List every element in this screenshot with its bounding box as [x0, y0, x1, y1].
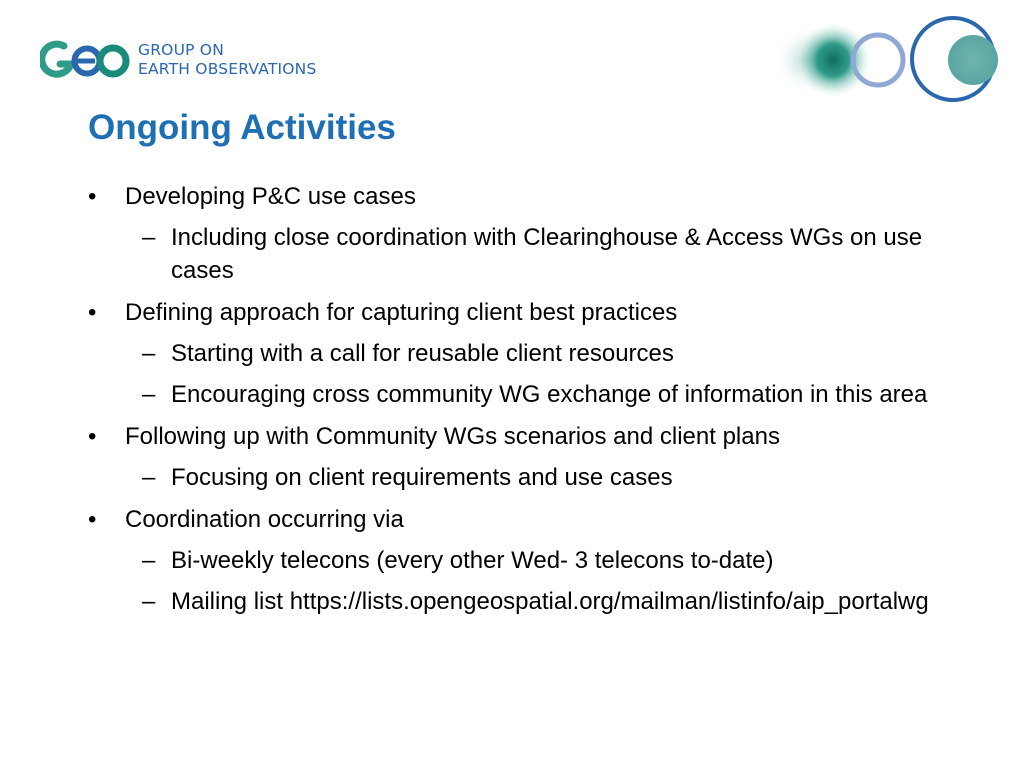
bullet-marker: • — [88, 183, 97, 210]
sub-bullet-marker: – — [142, 224, 156, 251]
sub-bullet-marker: – — [142, 340, 156, 367]
bullet-item — [88, 503, 988, 618]
bullet-marker: • — [88, 423, 97, 450]
sub-bullet-item — [125, 221, 988, 287]
inner-solid-circle — [948, 35, 998, 85]
sub-bullet-text: Encouraging cross community WG exchange of information in this area — [171, 381, 928, 408]
geo-logo-text — [138, 41, 317, 79]
decorative-circles — [770, 10, 1010, 110]
sub-bullet-item — [125, 585, 988, 618]
bullet-item — [88, 420, 988, 494]
sub-bullet-text: Mailing list https://lists.opengeospatial.org/mailman/listinfo/aip_portalwg — [171, 588, 929, 615]
teal-circle — [797, 24, 869, 96]
bullet-text: Defining approach for capturing client best practices — [125, 299, 678, 326]
sub-bullet-item — [125, 378, 988, 411]
bullet-marker: • — [88, 506, 97, 533]
bullet-item — [88, 180, 988, 287]
sub-bullet-item — [125, 544, 988, 577]
sub-bullet-marker: – — [142, 547, 156, 574]
bullet-text: Coordination occurring via — [125, 506, 404, 533]
bullet-list — [88, 180, 988, 627]
sub-bullet-list — [125, 337, 988, 411]
sub-bullet-item — [125, 337, 988, 370]
sub-bullet-list — [125, 221, 988, 287]
sub-bullet-text: Including close coordination with Clearinghouse & Access WGs on use cases — [171, 224, 923, 284]
sub-bullet-text: Focusing on client requirements and use cases — [171, 464, 673, 491]
bullet-marker: • — [88, 299, 97, 326]
sub-bullet-marker: – — [142, 464, 156, 491]
logo-line-2: EARTH OBSERVATIONS — [138, 60, 317, 78]
sub-bullet-text: Bi-weekly telecons (every other Wed- 3 telecons to-date) — [171, 547, 774, 574]
sub-bullet-item — [125, 461, 988, 494]
sub-bullet-text: Starting with a call for reusable client resources — [171, 340, 674, 367]
bullet-text: Developing P&C use cases — [125, 183, 416, 210]
geo-logo — [40, 38, 340, 88]
geo-logo-mark — [40, 38, 132, 84]
sub-bullet-list — [125, 544, 988, 618]
logo-line-1: GROUP ON — [138, 41, 224, 59]
slide-title: Ongoing Activities — [88, 108, 396, 147]
bullet-text: Following up with Community WGs scenarios and client plans — [125, 423, 780, 450]
bullet-item — [88, 296, 988, 411]
sub-bullet-marker: – — [142, 381, 156, 408]
sub-bullet-marker: – — [142, 588, 156, 615]
sub-bullet-list — [125, 461, 988, 494]
